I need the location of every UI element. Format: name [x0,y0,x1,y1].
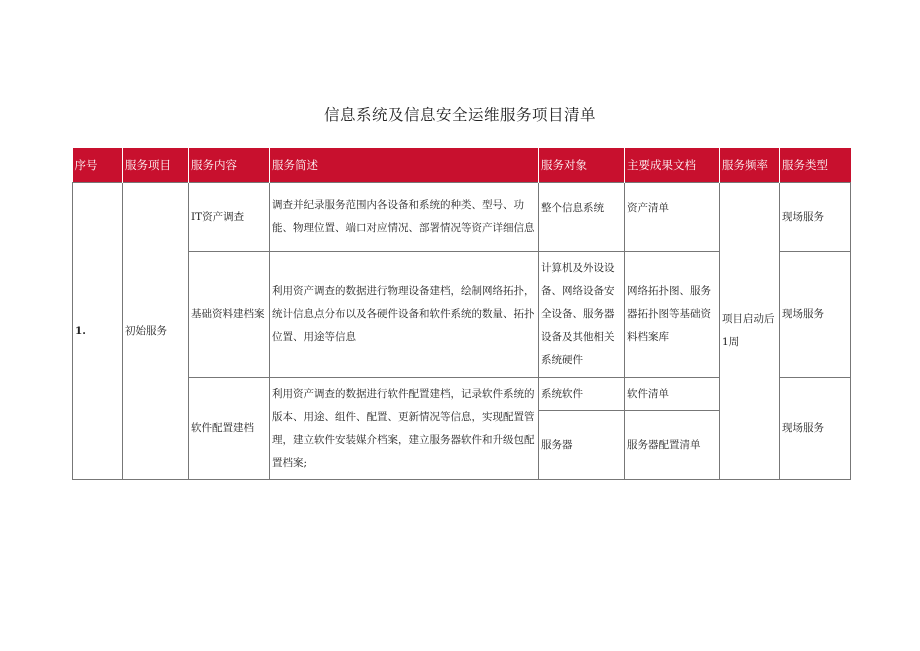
service-type: 现场服务 [780,183,851,252]
main-document: 网络拓扑图、服务器拓扑图等基础资料档案库 [625,252,720,378]
header-service-content: 服务内容 [189,148,270,183]
service-description: 利用资产调查的数据进行物理设备建档，绘制网络拓扑，统计信息点分布以及各硬件设备和软件系统的数量、拓扑位置、用途等信息 [270,252,539,378]
service-description: 利用资产调查的数据进行软件配置建档，记录软件系统的版本、用途、组件、配置、更新情况等信息，实现配置管理，建立软件安装媒介档案，建立服务器软件和升级包配置档案; [270,378,539,480]
table-header-row [73,148,851,183]
service-content: IT资产调查 [189,183,270,252]
service-target: 计算机及外设设备、网络设备安全设备、服务器设备及其他相关系统硬件 [539,252,625,378]
service-content: 基础资料建档案 [189,252,270,378]
document-title: 信息系统及信息安全运维服务项目清单 [323,106,596,124]
service-description: 调查并纪录服务范围内各设备和系统的种类、型号、功能、物理位置、端口对应情况、部署情况等资产详细信息 [270,183,539,252]
header-service-description: 服务简述 [270,148,539,183]
header-service-frequency: 服务频率 [720,148,780,183]
service-target: 系统软件 [539,378,625,411]
table-row [73,183,851,252]
header-service-type: 服务类型 [780,148,851,183]
main-document: 服务器配置清单 [625,411,720,480]
service-target: 整个信息系统 [539,183,625,252]
main-document: 软件清单 [625,378,720,411]
row-index: 1. [73,183,123,480]
header-service-target: 服务对象 [539,148,625,183]
service-table [72,148,851,480]
service-type: 现场服务 [780,252,851,378]
service-content: 软件配置建档 [189,378,270,480]
service-item: 初始服务 [123,183,189,480]
header-main-documents: 主要成果文档 [625,148,720,183]
service-target: 服务器 [539,411,625,480]
header-service-item: 服务项目 [123,148,189,183]
service-frequency: 项目启动后1周 [720,183,780,480]
header-index: 序号 [73,148,123,183]
main-document: 资产清单 [625,183,720,252]
service-type: 现场服务 [780,378,851,480]
